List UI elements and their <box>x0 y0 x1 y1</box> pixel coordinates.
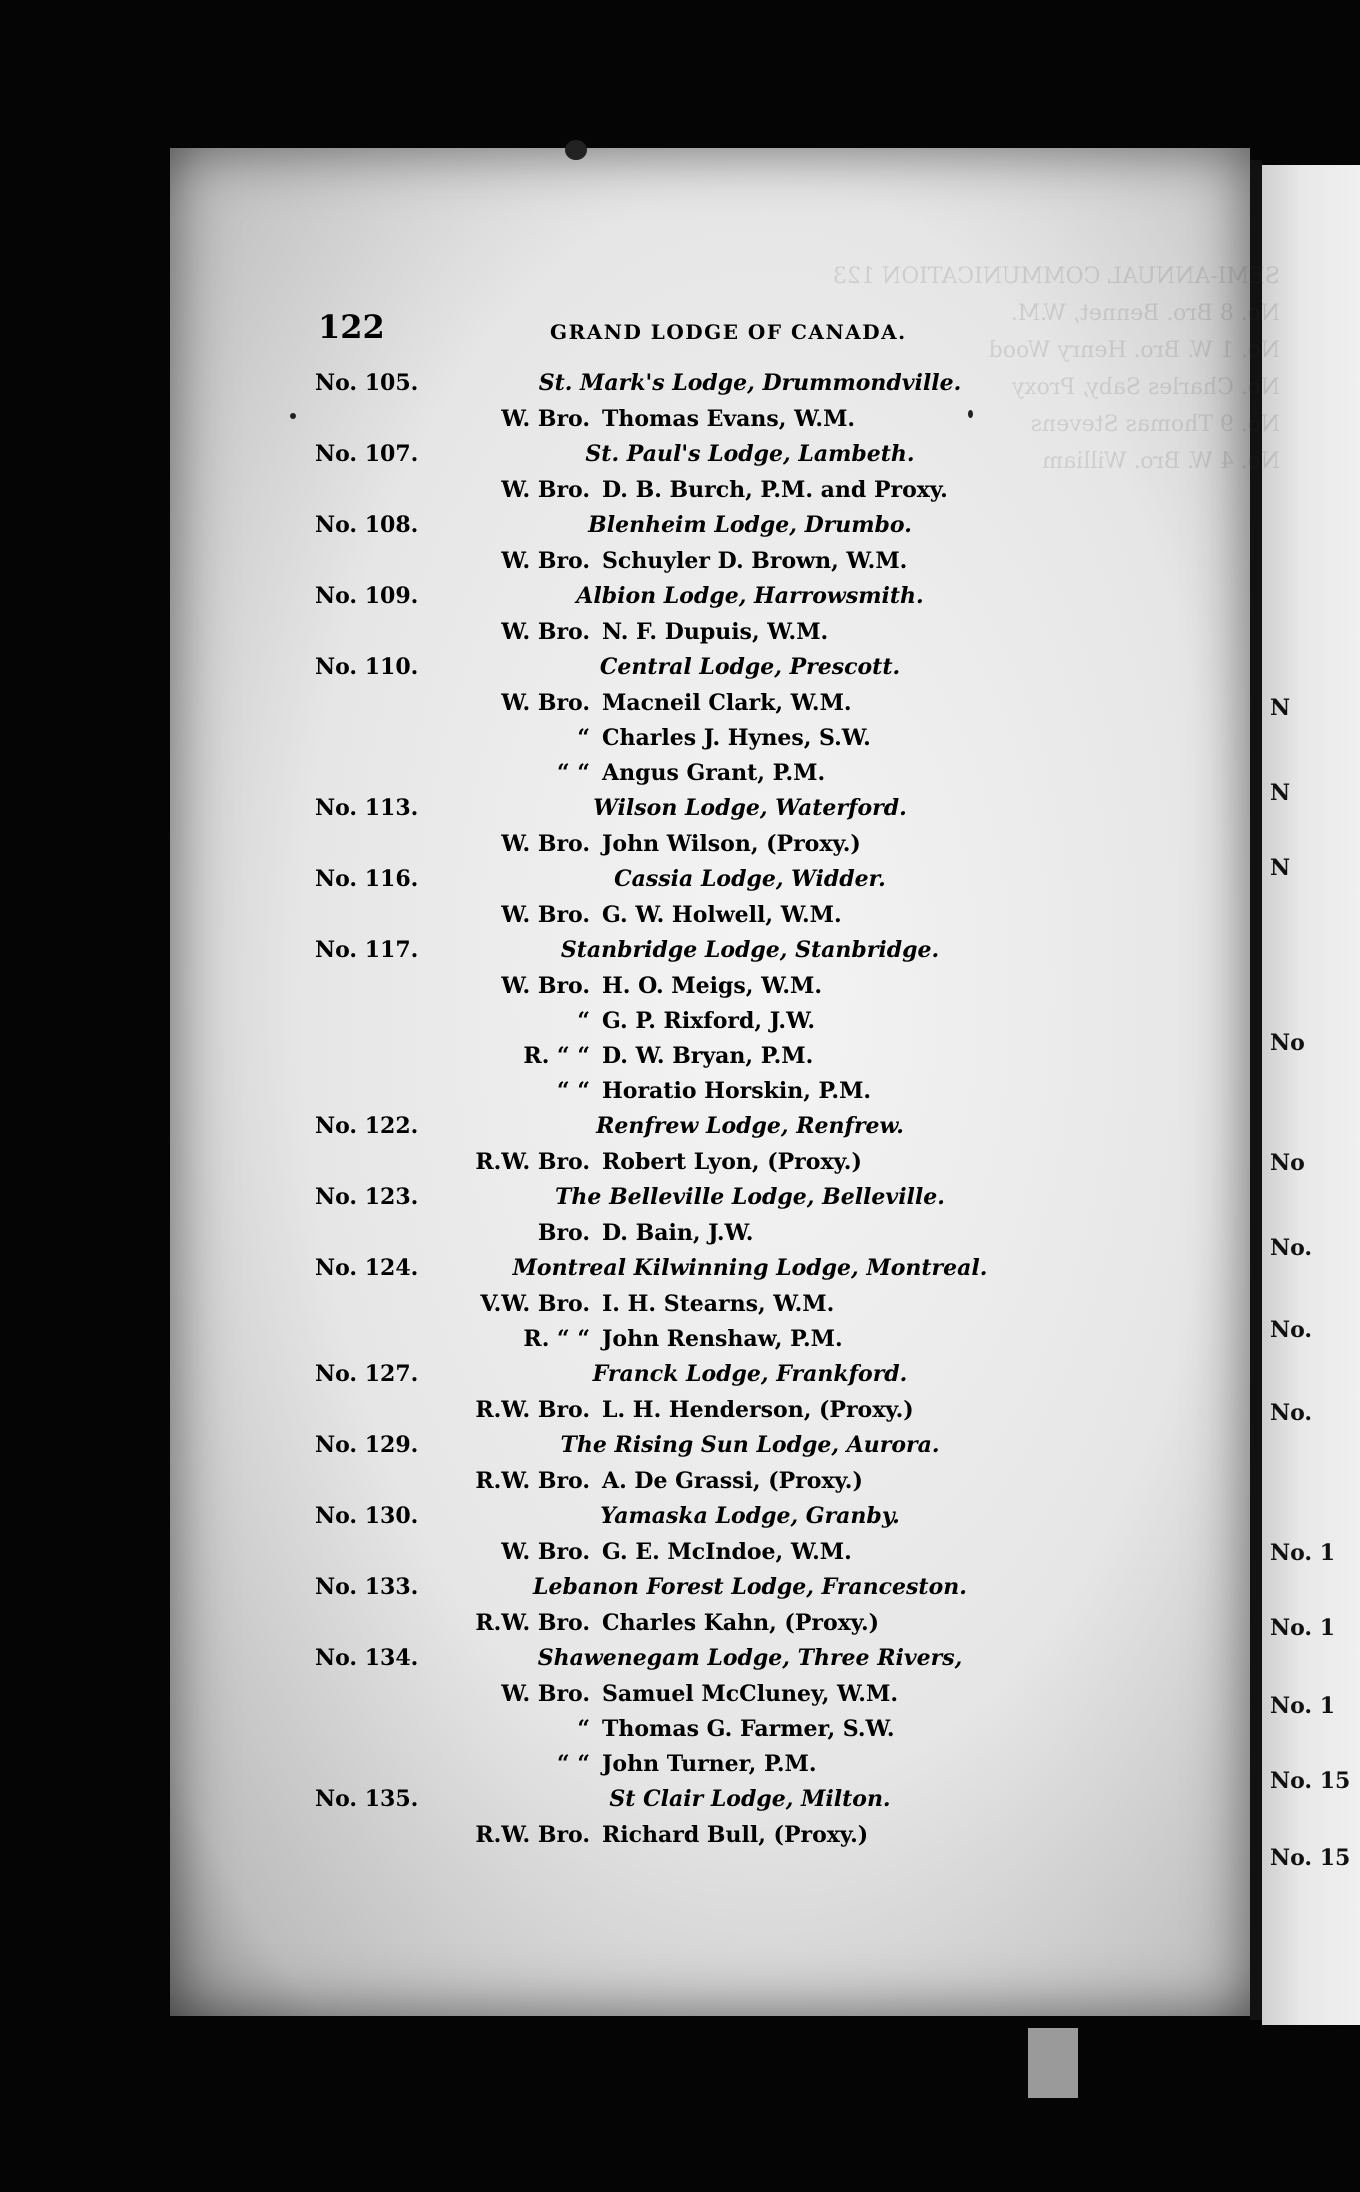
member-line <box>170 690 1250 725</box>
member-title: W. Bro. <box>501 406 590 432</box>
lodge-number: No. 130. <box>315 1503 419 1529</box>
member-name: Schuyler D. Brown, W.M. <box>602 548 908 574</box>
page-number: 122 <box>318 308 385 346</box>
member-line <box>170 1822 1250 1857</box>
member-line <box>170 973 1250 1008</box>
member-title: “ <box>577 1716 590 1742</box>
lodge-entry <box>170 937 1250 1113</box>
lodge-number: No. 113. <box>315 795 419 821</box>
facing-fragment: No. <box>1270 1317 1313 1343</box>
lodge-entry <box>170 1645 1250 1786</box>
lodge-entry <box>170 441 1250 512</box>
lodge-number: No. 123. <box>315 1184 419 1210</box>
member-name: Charles J. Hynes, S.W. <box>602 725 871 751</box>
lodge-name: The Rising Sun Lodge, Aurora. <box>560 1432 940 1458</box>
lodge-name: Cassia Lodge, Widder. <box>614 866 886 892</box>
facing-fragment: No. <box>1270 1400 1313 1426</box>
member-name: Thomas G. Farmer, S.W. <box>602 1716 895 1742</box>
member-line <box>170 1220 1250 1255</box>
member-title: W. Bro. <box>501 1539 590 1565</box>
member-line <box>170 1716 1250 1751</box>
page-tab <box>1028 2028 1078 2098</box>
lodge-name: St. Paul's Lodge, Lambeth. <box>585 441 915 467</box>
member-name: I. H. Stearns, W.M. <box>602 1291 835 1317</box>
member-title: R.W. Bro. <box>475 1822 590 1848</box>
member-title: W. Bro. <box>501 831 590 857</box>
member-name: G. W. Holwell, W.M. <box>602 902 842 928</box>
member-title: W. Bro. <box>501 548 590 574</box>
member-line <box>170 725 1250 760</box>
member-name: N. F. Dupuis, W.M. <box>602 619 829 645</box>
lodge-entry <box>170 654 1250 795</box>
member-title: R.W. Bro. <box>475 1397 590 1423</box>
member-line <box>170 406 1250 441</box>
lodge-number: No. 109. <box>315 583 419 609</box>
lodge-name: Central Lodge, Prescott. <box>599 654 901 680</box>
facing-fragment: No. 1 <box>1270 1540 1336 1566</box>
lodge-list <box>170 370 1250 1857</box>
lodge-number: No. 133. <box>315 1574 419 1600</box>
lodge-number: No. 107. <box>315 441 419 467</box>
lodge-name: Montreal Kilwinning Lodge, Montreal. <box>512 1255 988 1281</box>
member-name: G. P. Rixford, J.W. <box>602 1008 816 1034</box>
member-name: H. O. Meigs, W.M. <box>602 973 823 999</box>
lodge-name: St. Mark's Lodge, Drummondville. <box>538 370 962 396</box>
member-title: W. Bro. <box>501 973 590 999</box>
member-line <box>170 1751 1250 1786</box>
member-line <box>170 902 1250 937</box>
lodge-entry <box>170 1113 1250 1184</box>
lodge-entry <box>170 1574 1250 1645</box>
lodge-name: Wilson Lodge, Waterford. <box>593 795 907 821</box>
lodge-entry <box>170 866 1250 937</box>
member-line <box>170 1008 1250 1043</box>
member-line <box>170 1539 1250 1574</box>
lodge-entry <box>170 1432 1250 1503</box>
member-line <box>170 1468 1250 1503</box>
lodge-number: No. 124. <box>315 1255 419 1281</box>
lodge-entry <box>170 512 1250 583</box>
member-name: G. E. McIndoe, W.M. <box>602 1539 852 1565</box>
lodge-number: No. 135. <box>315 1786 419 1812</box>
lodge-name: Albion Lodge, Harrowsmith. <box>576 583 924 609</box>
lodge-name: The Belleville Lodge, Belleville. <box>555 1184 945 1210</box>
member-title: R.W. Bro. <box>475 1468 590 1494</box>
scanned-page <box>170 148 1280 2016</box>
member-line <box>170 477 1250 512</box>
lodge-name: Renfrew Lodge, Renfrew. <box>596 1113 904 1139</box>
lodge-name: Yamaska Lodge, Granby. <box>600 1503 900 1529</box>
bleed-through: SEMI-ANNUAL COMMUNICATION 123 No. 8 Bro. Bennet, W.M. No. 1 W. Bro. Henry Wood No. Charles Saby, Proxy No. 9 Thomas Stevens No. 4 W. Bro. William <box>832 264 1280 474</box>
member-title: W. Bro. <box>501 902 590 928</box>
member-name: John Wilson, (Proxy.) <box>602 831 861 857</box>
member-line <box>170 1681 1250 1716</box>
lodge-number: No. 110. <box>315 654 419 680</box>
lodge-name: Lebanon Forest Lodge, Franceston. <box>533 1574 967 1600</box>
member-title: “ “ <box>557 760 590 786</box>
member-title: W. Bro. <box>501 1681 590 1707</box>
member-title: R.W. Bro. <box>475 1610 590 1636</box>
member-line <box>170 1326 1250 1361</box>
lodge-entry <box>170 1255 1250 1361</box>
facing-fragment: N <box>1270 855 1291 881</box>
member-name: Charles Kahn, (Proxy.) <box>602 1610 880 1636</box>
lodge-entry <box>170 583 1250 654</box>
member-name: John Renshaw, P.M. <box>602 1326 843 1352</box>
member-line <box>170 1610 1250 1645</box>
member-name: Angus Grant, P.M. <box>602 760 826 786</box>
lodge-entry <box>170 1503 1250 1574</box>
member-line <box>170 1149 1250 1184</box>
ink-speck <box>565 140 587 160</box>
member-title: Bro. <box>537 1220 590 1246</box>
member-line <box>170 619 1250 654</box>
facing-fragment: No. 1 <box>1270 1693 1336 1719</box>
member-name: Robert Lyon, (Proxy.) <box>602 1149 862 1175</box>
facing-fragment: No. 1 <box>1270 1615 1336 1641</box>
member-title: R. “ “ <box>523 1326 590 1352</box>
member-line <box>170 1291 1250 1326</box>
lodge-entry <box>170 1786 1250 1857</box>
lodge-name: Franck Lodge, Frankford. <box>592 1361 908 1387</box>
member-line <box>170 760 1250 795</box>
lodge-number: No. 122. <box>315 1113 419 1139</box>
member-title: R. “ “ <box>523 1043 590 1069</box>
member-line <box>170 548 1250 583</box>
member-name: D. Bain, J.W. <box>602 1220 754 1246</box>
facing-fragment: N <box>1270 780 1291 806</box>
lodge-name: Stanbridge Lodge, Stanbridge. <box>560 937 940 963</box>
facing-fragment: No. 15 <box>1270 1768 1351 1794</box>
lodge-entry <box>170 370 1250 441</box>
lodge-number: No. 134. <box>315 1645 419 1671</box>
member-name: Horatio Horskin, P.M. <box>602 1078 872 1104</box>
lodge-entry <box>170 795 1250 866</box>
member-title: “ “ <box>557 1078 590 1104</box>
member-name: Thomas Evans, W.M. <box>602 406 856 432</box>
lodge-number: No. 116. <box>315 866 419 892</box>
member-name: A. De Grassi, (Proxy.) <box>602 1468 863 1494</box>
member-title: “ “ <box>557 1751 590 1777</box>
member-title: W. Bro. <box>501 690 590 716</box>
member-line <box>170 1078 1250 1113</box>
lodge-name: St Clair Lodge, Milton. <box>609 1786 891 1812</box>
lodge-entry <box>170 1361 1250 1432</box>
member-title: R.W. Bro. <box>475 1149 590 1175</box>
lodge-entry <box>170 1184 1250 1255</box>
member-name: L. H. Henderson, (Proxy.) <box>602 1397 914 1423</box>
facing-fragment: N <box>1270 695 1291 721</box>
lodge-name: Blenheim Lodge, Drumbo. <box>588 512 912 538</box>
facing-fragment: No <box>1270 1030 1305 1056</box>
member-name: Richard Bull, (Proxy.) <box>602 1822 869 1848</box>
running-head: GRAND LODGE OF CANADA. <box>550 320 907 344</box>
member-name: D. W. Bryan, P.M. <box>602 1043 814 1069</box>
facing-fragment: No. 15 <box>1270 1845 1351 1871</box>
member-title: “ <box>577 725 590 751</box>
member-name: Samuel McCluney, W.M. <box>602 1681 898 1707</box>
member-name: D. B. Burch, P.M. and Proxy. <box>602 477 948 503</box>
lodge-number: No. 127. <box>315 1361 419 1387</box>
lodge-number: No. 105. <box>315 370 419 396</box>
member-title: “ <box>577 1008 590 1034</box>
member-title: W. Bro. <box>501 619 590 645</box>
member-name: John Turner, P.M. <box>602 1751 817 1777</box>
member-line <box>170 831 1250 866</box>
lodge-number: No. 117. <box>315 937 419 963</box>
facing-fragment: No <box>1270 1150 1305 1176</box>
member-title: V.W. Bro. <box>480 1291 590 1317</box>
member-line <box>170 1397 1250 1432</box>
facing-fragment: No. <box>1270 1235 1313 1261</box>
lodge-name: Shawenegam Lodge, Three Rivers, <box>537 1645 963 1671</box>
member-title: W. Bro. <box>501 477 590 503</box>
member-line <box>170 1043 1250 1078</box>
member-name: Macneil Clark, W.M. <box>602 690 852 716</box>
lodge-number: No. 129. <box>315 1432 419 1458</box>
lodge-number: No. 108. <box>315 512 419 538</box>
